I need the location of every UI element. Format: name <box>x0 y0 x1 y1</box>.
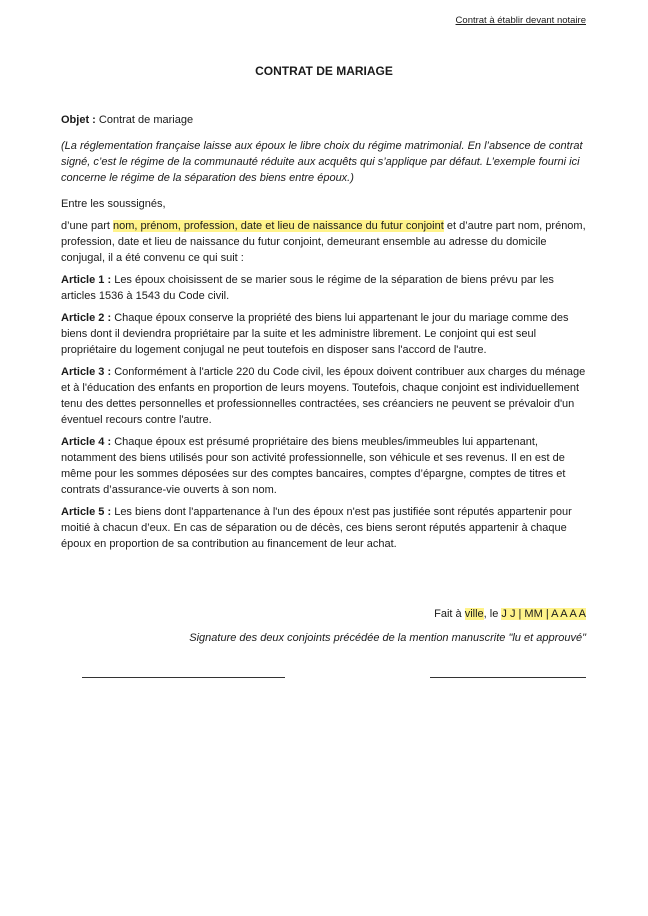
article-label: Article 1 : <box>61 274 112 286</box>
fait-prefix: Fait à <box>434 608 465 620</box>
article-text: Chaque époux est présumé propriétaire des biens meubles/immeubles lui appartenant, notamment des biens utilisés pour son activité professionnelle, son véhicule et ses revenus. Il en est de même pour les sommes déposées sur des comptes bancaires, comptes d’épargne, comptes de titres et contrats d’assurance-vie ouverts à son nom. <box>61 436 566 496</box>
signature-place-date <box>434 606 586 622</box>
signature-line-right <box>430 677 586 678</box>
le-text: , le <box>483 608 502 620</box>
parties-highlight-placeholder: nom, prénom, profession, date et lieu de naissance du futur conjoint <box>112 220 444 232</box>
entre-line: Entre les soussignés, <box>61 198 166 210</box>
objet-label: Objet : <box>61 114 96 126</box>
intro-paragraph: (La réglementation française laisse aux époux le libre choix du régime matrimonial. En l’absence de contrat signé, c’est le régime de la communauté réduite aux acquêts qui s’applique par défaut. L’exemple fourni ici concerne le régime de la séparation des biens entre époux.) <box>61 140 583 184</box>
article-label: Article 4 : <box>61 436 112 448</box>
parties-prefix: d’une part <box>61 220 113 232</box>
header-note: Contrat à établir devant notaire <box>455 15 586 26</box>
signature-mention: Signature des deux conjoints précédée de la mention manuscrite "lu et approuvé" <box>189 632 586 644</box>
article-label: Article 3 : <box>61 366 112 378</box>
article-1 <box>61 272 587 304</box>
article-text: Les époux choisissent de se marier sous le régime de la séparation de biens prévu par les articles 1536 à 1543 du Code civil. <box>61 274 554 302</box>
signature-line-left <box>82 677 285 678</box>
article-3 <box>61 364 587 428</box>
date-placeholder: J J | MM | A A A A <box>501 608 586 620</box>
parties-paragraph <box>61 218 587 266</box>
article-4 <box>61 434 587 498</box>
objet-text: Contrat de mariage <box>95 114 194 126</box>
objet-line <box>61 112 587 128</box>
document-body <box>61 112 587 558</box>
ville-placeholder: ville <box>464 608 484 620</box>
article-text: Chaque époux conserve la propriété des biens lui appartenant le jour du mariage comme des biens dont il deviendra propriétaire par la suite et les administre librement. Le conjoint qui est seul propriétaire du logement conjugal ne peut toutefois en disposer sans l'accord de l'autre. <box>61 312 569 356</box>
parties-suffix: et d’autre part nom, prénom, profession, date et lieu de naissance du futur conjoint, demeurant ensemble au adresse du domicile conjugal, il a été convenu ce qui suit : <box>61 220 586 264</box>
article-label: Article 2 : <box>61 312 112 324</box>
article-2 <box>61 310 587 358</box>
document-title: CONTRAT DE MARIAGE <box>255 64 393 78</box>
article-text: Les biens dont l'appartenance à l'un des époux n'est pas justifiée sont réputés appartenir pour moitié à chacun d’eux. En cas de séparation ou de décès, ces biens seront réputés appartenir à chaque époux en proportion de sa contribution au financement de leur achat. <box>61 506 572 550</box>
article-text: Conformément à l'article 220 du Code civil, les époux doivent contribuer aux charges du ménage et à l'éducation des enfants en proportion de leurs moyens. Toutefois, chaque conjoint est individuellement tenu des dettes personnelles et professionnelles contractées, ses créanciers ne peuvent se prévaloir d'un éventuel recours contre l'autre. <box>61 366 586 426</box>
article-label: Article 5 : <box>61 506 112 518</box>
article-5 <box>61 504 587 552</box>
